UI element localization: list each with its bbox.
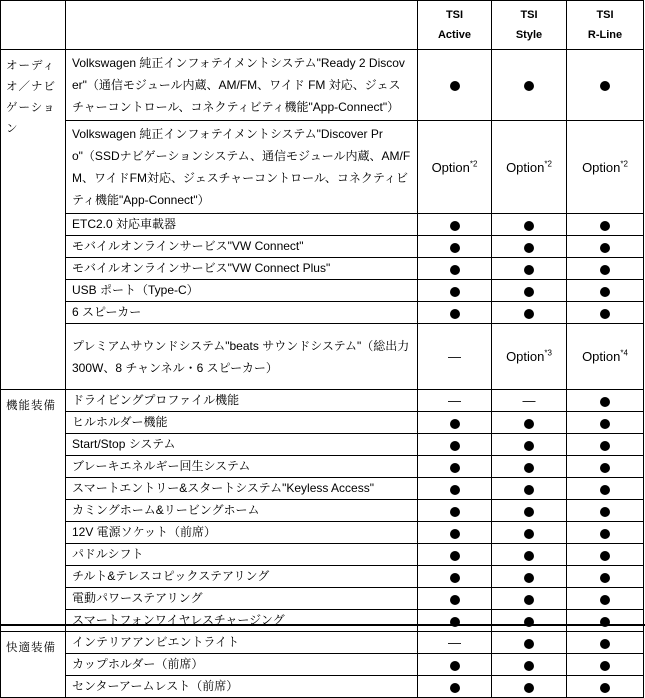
standard-equipment-dot — [524, 243, 534, 253]
not-available-dash: — — [448, 349, 461, 364]
standard-equipment-dot — [600, 441, 610, 451]
availability-cell — [567, 302, 644, 324]
availability-cell — [567, 412, 644, 434]
availability-cell — [567, 214, 644, 236]
standard-equipment-dot — [450, 463, 460, 473]
trim-name-line1: TSI — [596, 8, 614, 21]
availability-cell — [492, 434, 567, 456]
availability-cell — [418, 390, 492, 412]
table-row — [1, 522, 644, 544]
availability-cell — [418, 302, 492, 324]
table-row — [1, 566, 644, 588]
trim-name-line2: Active — [437, 28, 472, 41]
item-name-cell: モバイルオンラインサービス"VW Connect" — [66, 236, 418, 258]
standard-equipment-dot — [600, 81, 610, 91]
table-row — [1, 412, 644, 434]
availability-cell — [418, 478, 492, 500]
standard-equipment-dot — [524, 617, 534, 627]
availability-cell — [492, 478, 567, 500]
availability-cell — [418, 632, 492, 654]
trim-name-line2: R-Line — [587, 28, 623, 41]
standard-equipment-dot — [600, 485, 610, 495]
table-row — [1, 50, 644, 121]
availability-cell — [567, 478, 644, 500]
availability-cell — [492, 50, 567, 121]
standard-equipment-dot — [450, 419, 460, 429]
standard-equipment-dot — [524, 419, 534, 429]
table-row — [1, 456, 644, 478]
item-name-cell: ETC2.0 対応車載器 — [66, 214, 418, 236]
item-name-cell: ヒルホルダー機能 — [66, 412, 418, 434]
standard-equipment-dot — [600, 529, 610, 539]
standard-equipment-dot — [600, 595, 610, 605]
item-name-cell: センターアームレスト（前席） — [66, 676, 418, 698]
trim-name-line1: TSI — [520, 8, 538, 21]
standard-equipment-dot — [600, 287, 610, 297]
standard-equipment-dot — [450, 617, 460, 627]
item-name-cell: ドライビングプロファイル機能 — [66, 390, 418, 412]
standard-equipment-dot — [524, 81, 534, 91]
standard-equipment-dot — [524, 309, 534, 319]
availability-cell — [492, 412, 567, 434]
table-row — [1, 280, 644, 302]
standard-equipment-dot — [450, 507, 460, 517]
availability-cell — [418, 544, 492, 566]
table-row — [1, 302, 644, 324]
standard-equipment-dot — [524, 683, 534, 693]
standard-equipment-dot — [600, 221, 610, 231]
table-row — [1, 121, 644, 214]
item-name-cell: カップホルダー（前席） — [66, 654, 418, 676]
standard-equipment-dot — [600, 639, 610, 649]
table-row — [1, 258, 644, 280]
availability-cell — [567, 434, 644, 456]
table-row — [1, 324, 644, 390]
standard-equipment-dot — [450, 529, 460, 539]
availability-cell — [567, 280, 644, 302]
item-name-cell: 6 スピーカー — [66, 302, 418, 324]
category-cell: 機能装備 — [1, 390, 66, 632]
spec-table-body — [1, 50, 644, 698]
availability-cell — [418, 588, 492, 610]
standard-equipment-dot — [600, 551, 610, 561]
header-item-blank-cell — [66, 1, 418, 50]
standard-equipment-dot — [450, 573, 460, 583]
standard-equipment-dot — [600, 661, 610, 671]
standard-equipment-dot — [524, 551, 534, 561]
availability-cell — [492, 566, 567, 588]
availability-cell — [492, 632, 567, 654]
item-name-cell: Volkswagen 純正インフォテイメントシステム"Ready 2 Discover"（通信モジュール内蔵、AM/FM、ワイド FM 対応、ジェスチャーコントロール、コネクティビティ機能"App-Connect"） — [66, 50, 418, 121]
not-available-dash: — — [522, 393, 536, 408]
standard-equipment-dot — [600, 683, 610, 693]
availability-cell — [492, 500, 567, 522]
option-label: Option — [431, 159, 470, 175]
availability-cell — [418, 324, 492, 390]
availability-cell — [418, 522, 492, 544]
item-name-cell: インテリアアンビエントライト — [66, 632, 418, 654]
table-row — [1, 434, 644, 456]
availability-cell — [567, 588, 644, 610]
standard-equipment-dot — [600, 309, 610, 319]
option-label: Option — [582, 349, 621, 364]
standard-equipment-dot — [450, 683, 460, 693]
standard-equipment-dot — [450, 551, 460, 561]
item-name-cell: 12V 電源ソケット（前席） — [66, 522, 418, 544]
availability-cell — [492, 676, 567, 698]
standard-equipment-dot — [600, 507, 610, 517]
option-label: Option — [506, 349, 545, 364]
availability-cell — [567, 456, 644, 478]
availability-cell — [567, 121, 644, 214]
table-row — [1, 610, 644, 632]
item-name-cell: カミングホーム&リービングホーム — [66, 500, 418, 522]
table-row — [1, 544, 644, 566]
standard-equipment-dot — [450, 485, 460, 495]
availability-cell — [418, 280, 492, 302]
availability-cell — [492, 258, 567, 280]
availability-cell — [492, 588, 567, 610]
footnote-reference: *2 — [620, 159, 628, 169]
availability-cell — [418, 676, 492, 698]
header-row — [1, 1, 644, 50]
standard-equipment-dot — [524, 221, 534, 231]
standard-equipment-dot — [600, 573, 610, 583]
availability-cell — [567, 390, 644, 412]
availability-cell — [418, 456, 492, 478]
item-name-cell: Start/Stop システム — [66, 434, 418, 456]
trim-header-tsi-style — [492, 1, 567, 50]
availability-cell — [492, 302, 567, 324]
standard-equipment-dot — [524, 661, 534, 671]
option-label: Option — [582, 159, 621, 175]
item-name-cell: プレミアムサウンドシステム"beats サウンドシステム"（総出力 300W、8 チャンネル・6 スピーカー） — [66, 324, 418, 390]
table-row — [1, 500, 644, 522]
item-name-cell: スマートエントリー&スタートシステム"Keyless Access" — [66, 478, 418, 500]
standard-equipment-dot — [600, 397, 610, 407]
availability-cell — [418, 610, 492, 632]
availability-cell — [418, 412, 492, 434]
footnote-reference: *2 — [469, 159, 478, 169]
not-available-dash: — — [448, 393, 461, 408]
availability-cell — [418, 566, 492, 588]
standard-equipment-dot — [450, 309, 460, 319]
standard-equipment-dot — [450, 661, 460, 671]
availability-cell — [492, 544, 567, 566]
standard-equipment-dot — [524, 529, 534, 539]
availability-cell — [492, 324, 567, 390]
trim-header-tsi-active — [418, 1, 492, 50]
table-row — [1, 236, 644, 258]
table-row — [1, 214, 644, 236]
standard-equipment-dot — [524, 573, 534, 583]
availability-cell — [567, 654, 644, 676]
standard-equipment-dot — [450, 265, 460, 275]
standard-equipment-dot — [524, 265, 534, 275]
table-row — [1, 588, 644, 610]
standard-equipment-dot — [524, 463, 534, 473]
item-name-cell: スマートフォンワイヤレスチャージング — [66, 610, 418, 632]
footnote-reference: *4 — [620, 348, 628, 358]
item-name-cell: ブレーキエネルギー回生システム — [66, 456, 418, 478]
availability-cell — [567, 632, 644, 654]
availability-cell — [567, 544, 644, 566]
trim-name-line2: Style — [515, 28, 543, 41]
availability-cell — [418, 214, 492, 236]
category-cell: 快適装備 — [1, 632, 66, 698]
table-row — [1, 654, 644, 676]
footnote-reference: *3 — [544, 348, 552, 358]
trim-header-tsi-rline — [567, 1, 644, 50]
standard-equipment-dot — [450, 221, 460, 231]
standard-equipment-dot — [600, 617, 610, 627]
availability-cell — [567, 676, 644, 698]
availability-cell — [567, 324, 644, 390]
availability-cell — [492, 236, 567, 258]
standard-equipment-dot — [450, 243, 460, 253]
item-name-cell: パドルシフト — [66, 544, 418, 566]
standard-equipment-dot — [450, 441, 460, 451]
availability-cell — [492, 456, 567, 478]
table-row — [1, 632, 644, 654]
item-name-cell: Volkswagen 純正インフォテイメントシステム"Discover Pro"（SSDナビゲーションシステム、通信モジュール内蔵、AM/FM、ワイドFM対応、ジェスチャーコントロール、コネクティビティ機能"App-Connect"） — [66, 121, 418, 214]
standard-equipment-dot — [524, 287, 534, 297]
availability-cell — [492, 214, 567, 236]
availability-cell — [492, 610, 567, 632]
item-name-cell: USB ポート（Type-C） — [66, 280, 418, 302]
availability-cell — [418, 236, 492, 258]
availability-cell — [567, 566, 644, 588]
option-label: Option — [506, 159, 545, 175]
availability-cell — [492, 522, 567, 544]
availability-cell — [567, 258, 644, 280]
availability-cell — [418, 50, 492, 121]
availability-cell — [492, 280, 567, 302]
standard-equipment-dot — [450, 287, 460, 297]
availability-cell — [567, 610, 644, 632]
standard-equipment-dot — [524, 441, 534, 451]
table-row — [1, 676, 644, 698]
availability-cell — [567, 50, 644, 121]
item-name-cell: チルト&テレスコピックステアリング — [66, 566, 418, 588]
availability-cell — [567, 236, 644, 258]
availability-cell — [492, 390, 567, 412]
item-name-cell: 電動パワーステアリング — [66, 588, 418, 610]
standard-equipment-dot — [524, 595, 534, 605]
standard-equipment-dot — [524, 639, 534, 649]
standard-equipment-dot — [524, 485, 534, 495]
standard-equipment-dot — [600, 419, 610, 429]
availability-cell — [418, 500, 492, 522]
availability-cell — [567, 522, 644, 544]
standard-equipment-dot — [600, 265, 610, 275]
standard-equipment-dot — [600, 243, 610, 253]
availability-cell — [418, 434, 492, 456]
header-category-blank-cell — [1, 1, 66, 50]
not-available-dash: — — [448, 635, 461, 650]
standard-equipment-dot — [600, 463, 610, 473]
standard-equipment-dot — [450, 595, 460, 605]
availability-cell — [492, 654, 567, 676]
table-row — [1, 478, 644, 500]
availability-cell — [567, 500, 644, 522]
table-row — [1, 390, 644, 412]
standard-equipment-dot — [450, 81, 460, 91]
footnote-reference: *2 — [544, 159, 552, 169]
availability-cell — [418, 258, 492, 280]
availability-cell — [418, 654, 492, 676]
standard-equipment-dot — [524, 507, 534, 517]
availability-cell — [492, 121, 567, 214]
availability-cell — [418, 121, 492, 214]
trim-name-line1: TSI — [445, 8, 464, 21]
item-name-cell: モバイルオンラインサービス"VW Connect Plus" — [66, 258, 418, 280]
category-cell: オーディオ／ナビゲーション — [1, 50, 66, 390]
